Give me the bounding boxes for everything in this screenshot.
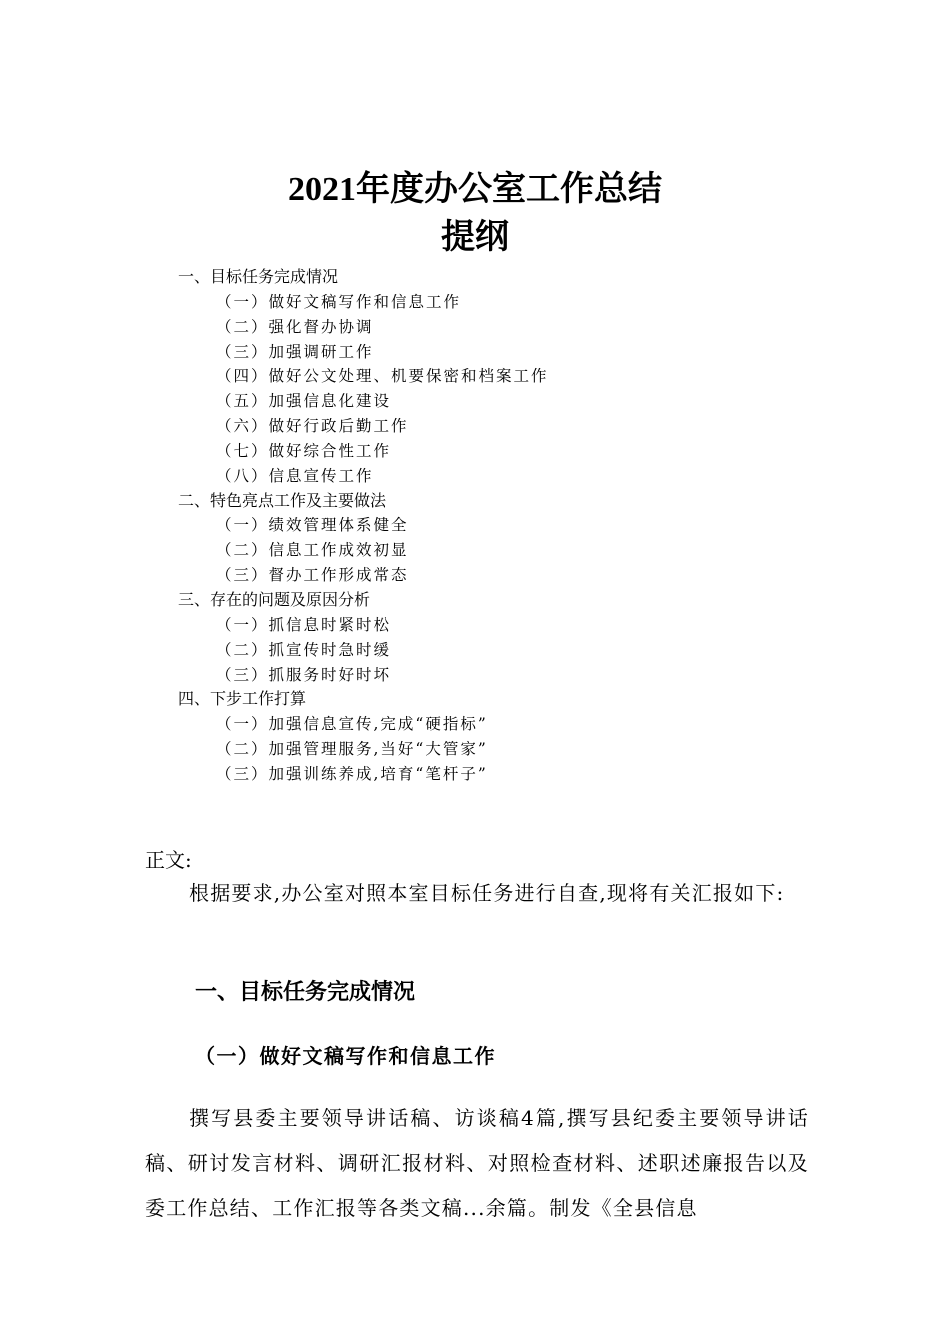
- body-paragraph: 撰写县委主要领导讲话稿、访谈稿4篇,撰写县纪委主要领导讲话稿、研讨发言材料、调研汇报材料、对照检查材料、述职述廉报告以及委工作总结、工作汇报等各类文稿...余篇。制发《全县信息: [145, 1106, 809, 1220]
- intro-paragraph: 根据要求,办公室对照本室目标任务进行自查,现将有关汇报如下:: [189, 881, 785, 905]
- outline-heading: 三、存在的问题及原因分析: [178, 589, 371, 609]
- outline-item: （一）加强信息宣传,完成“硬指标”: [216, 715, 488, 734]
- outline-item: （二）加强管理服务,当好“大管家”: [216, 740, 488, 759]
- outline-item: （五）加强信息化建设: [216, 392, 392, 411]
- outline-item: （四）做好公文处理、机要保密和档案工作: [216, 367, 549, 386]
- outline-item: （八）信息宣传工作: [216, 466, 374, 485]
- document-subtitle: 提纲: [441, 219, 509, 256]
- outline-heading: 一、目标任务完成情况: [178, 267, 339, 286]
- outline-item: （二）强化督办协调: [216, 317, 374, 336]
- outline-item: （六）做好行政后勤工作: [216, 417, 409, 436]
- subsection-heading: （一）做好文稿写作和信息工作: [195, 1044, 496, 1068]
- outline-item: （三）加强训练养成,培育“笔杆子”: [216, 764, 488, 783]
- outline-item: （二）抓宣传时急时缓: [216, 640, 392, 659]
- outline-item: （七）做好综合性工作: [216, 441, 392, 460]
- section-heading: 一、目标任务完成情况: [195, 980, 416, 1005]
- outline-item: （三）抓服务时好时坏: [216, 665, 392, 684]
- outline-item: （一）抓信息时紧时松: [216, 615, 392, 634]
- outline: [178, 265, 549, 787]
- outline-item: （二）信息工作成效初显: [216, 541, 409, 560]
- document-title: 2021年度办公室工作总结: [288, 171, 662, 208]
- outline-item: （一）做好文稿写作和信息工作: [216, 292, 462, 311]
- outline-heading: 四、下步工作打算: [178, 689, 307, 709]
- outline-item: （一）绩效管理体系健全: [216, 516, 409, 535]
- outline-item: （三）督办工作形成常态: [216, 566, 409, 585]
- body-label: 正文:: [145, 848, 192, 872]
- outline-heading: 二、特色亮点工作及主要做法: [178, 490, 387, 510]
- outline-item: （三）加强调研工作: [216, 342, 374, 361]
